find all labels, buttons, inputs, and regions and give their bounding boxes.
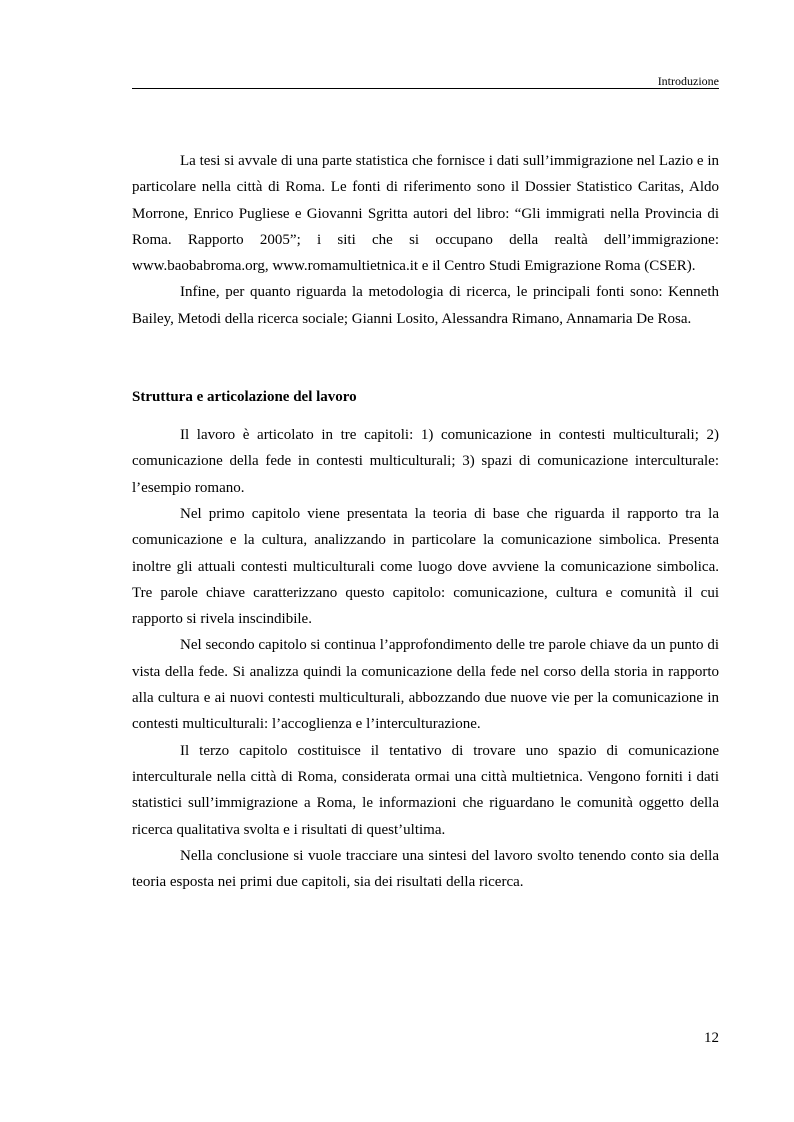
section-paragraph-structure: Il lavoro è articolato in tre capitoli: 1) comunicazione in contesti multiculturali; 2) comunicazione della fede in contesti multiculturali; 3) spazi di comunicazione interculturale: l’esempio romano. — [132, 427, 719, 496]
page-body — [132, 148, 719, 895]
intro-paragraph-sources: La tesi si avvale di una parte statistica che fornisce i dati sull’immigrazione nel Lazio e in particolare nella città di Roma. Le fonti di riferimento sono il Dossier Statistico Caritas, Aldo Morrone, Enrico Pugliese e Giovanni Sgritta autori del libro: “Gli immigrati nella Provincia di Roma. Rapporto 2005”; i siti che si occupano della realtà dell’immigrazione: www.baobabroma.org, www.romamultietnica.it e il Centro Studi Emigrazione Roma (CSER). — [132, 153, 719, 275]
section-heading: Struttura e articolazione del lavoro — [132, 389, 357, 406]
running-head: Introduzione — [657, 74, 719, 88]
section-paragraph-conclusion: Nella conclusione si vuole tracciare una sintesi del lavoro svolto tenendo conto sia della teoria esposta nei primi due capitoli, sia dei risultati della ricerca. — [132, 847, 719, 891]
page-number: 12 — [704, 1030, 719, 1046]
intro-paragraph-methodology: Infine, per quanto riguarda la metodologia di ricerca, le principali fonti sono: Kenneth Bailey, Metodi della ricerca sociale; Gianni Losito, Alessandra Rimano, Annamaria De Rosa. — [132, 284, 719, 327]
header-rule — [132, 88, 719, 89]
section-paragraph-chapter-two: Nel secondo capitolo si continua l’approfondimento delle tre parole chiave da un punto di vista della fede. Si analizza quindi la comunicazione della fede nel corso della storia in rapporto alla cultura e ai nuovi contesti multiculturali, abbozzando due nuove vie per la comunicazione in contesti multiculturali: l’accoglienza e l’interculturazione. — [132, 637, 719, 733]
section-paragraph-chapter-one: Nel primo capitolo viene presentata la teoria di base che riguarda il rapporto tra la comunicazione e la cultura, analizzando in particolare la comunicazione simbolica. Presenta inoltre gli attuali contesti multiculturali come luogo dove avviene la comunicazione simbolica. Tre parole chiave caratterizzano questo capitolo: comunicazione, cultura e comunità il cui rapporto si rivela inscindibile. — [132, 505, 719, 628]
section-paragraph-chapter-three: Il terzo capitolo costituisce il tentativo di trovare uno spazio di comunicazione interculturale nella città di Roma, considerata ormai una città multietnica. Vengono forniti i dati statistici sull’immigrazione a Roma, le informazioni che riguardano le comunità oggetto della ricerca qualitativa svolta e i risultati di quest’ultima. — [132, 742, 719, 838]
